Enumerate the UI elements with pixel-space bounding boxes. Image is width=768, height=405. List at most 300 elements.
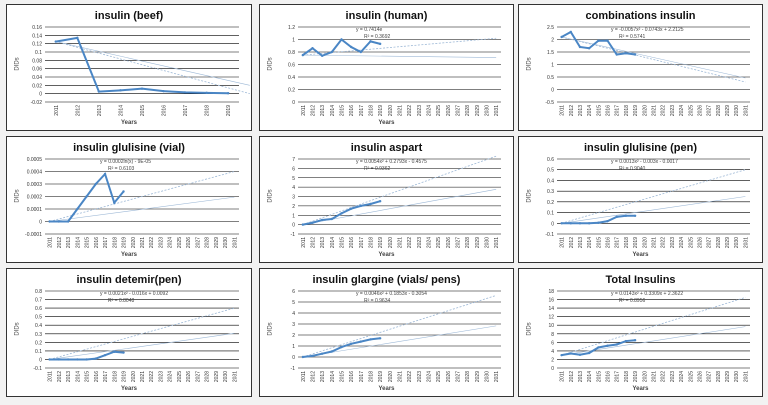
x-tick-label: 2011 [47,237,54,248]
x-tick-label: 2012 [75,105,82,117]
data-point [113,202,115,204]
x-axis-label: Years [632,252,649,258]
y-tick-label: 1 [292,344,295,350]
x-tick-label: 2026 [697,237,704,249]
x-tick-label: 2029 [213,237,220,249]
y-axis-label: DIDs [14,188,21,203]
y-tick-label: 2 [292,203,295,210]
data-point [119,89,121,91]
data-point [67,358,69,360]
y-tick-label: -1 [290,232,295,238]
data-point [634,339,636,341]
x-tick-label: 2021 [140,237,146,249]
chart-plot [260,269,513,396]
x-tick-label: 2027 [455,371,462,383]
data-point [625,215,627,217]
data-point [302,356,304,358]
x-tick-label: 2021 [140,371,146,383]
y-tick-label: 0 [551,366,554,372]
x-tick-label: 2021 [651,371,658,383]
x-axis-label: Years [632,386,649,392]
x-tick-label: 2020 [130,371,137,383]
trend-r-squared: R² = 0.6103 [108,166,135,172]
x-tick-label: 2027 [706,237,713,249]
data-point [48,220,50,222]
y-tick-label: 5 [292,175,295,182]
x-tick-label: 2018 [368,105,375,117]
x-tick-label: 2022 [149,237,156,249]
data-point [360,51,362,53]
y-tick-label: -1 [290,366,295,372]
x-tick-label: 2020 [642,371,649,383]
x-tick-label: 2015 [84,371,91,383]
y-tick-label: 6 [551,340,554,347]
x-tick-label: 2025 [688,105,695,117]
data-point [302,223,304,225]
x-tick-label: 2017 [358,237,365,249]
x-tick-label: 2022 [407,237,414,249]
x-tick-label: 2026 [186,237,193,249]
y-tick-label: 0.7 [35,297,42,304]
trend-equation: y = 0.7414e [356,27,383,33]
chart-title: combinations insulin [585,10,696,22]
x-tick-label: 2012 [310,105,317,117]
y-tick-label: 0.6 [35,306,42,313]
y-tick-label: 4 [551,348,554,355]
y-tick-label: 4 [292,185,295,192]
trendline [562,37,746,78]
y-axis-label: DIDs [267,321,274,336]
x-tick-label: 2017 [614,371,621,383]
x-tick-label: 2027 [706,105,713,117]
x-tick-label: 2019 [378,237,385,249]
y-tick-label: 6 [292,166,295,173]
y-tick-label: -0.1 [545,232,554,238]
data-point [58,358,60,360]
x-tick-label: 2012 [56,371,63,383]
data-point [350,343,352,345]
x-tick-label: 2015 [84,237,91,249]
x-axis-label: Years [378,120,395,126]
data-point [570,222,572,224]
trendline [303,295,496,357]
x-tick-label: 2011 [300,371,307,382]
y-tick-label: 1.2 [288,25,295,31]
data-point [616,216,618,218]
x-tick-label: 2014 [587,237,594,249]
x-tick-label: 2021 [397,237,404,249]
x-tick-label: 2026 [445,105,452,117]
y-tick-label: -0.5 [545,100,554,106]
y-tick-label: 18 [548,289,554,295]
trend-equation: y = -0.0057x² - 0.0743x + 2.2125 [611,27,684,33]
x-tick-label: 2014 [75,237,82,249]
y-tick-label: 0.5 [547,75,554,81]
data-point [579,222,581,224]
x-tick-label: 2017 [358,371,365,383]
x-tick-label: 2012 [568,237,575,249]
trend-r-squared: R² = 0.9634 [364,298,391,304]
chart-title: insulin aspart [350,142,423,154]
y-tick-label: 0.3 [35,331,42,338]
series-line [56,38,228,93]
x-tick-label: 2014 [329,237,336,249]
data-point [360,205,362,207]
x-tick-label: 2015 [339,105,346,117]
x-tick-label: 2022 [660,105,667,117]
data-point [85,358,87,360]
x-tick-label: 2019 [226,105,233,117]
x-tick-label: 2025 [176,237,183,249]
x-tick-label: 2018 [112,371,119,383]
x-tick-label: 2020 [130,237,137,249]
y-tick-label: 0.14 [32,33,42,40]
data-point [350,46,352,48]
x-tick-label: 2015 [339,237,346,249]
x-tick-label: 2016 [605,371,612,383]
data-point [55,40,57,42]
chart-insulin-glulisine-pen [518,136,763,263]
x-tick-label: 2030 [484,105,491,117]
trend-r-squared: R² = 0.5741 [619,34,646,40]
data-point [606,220,608,222]
x-tick-label: 2012 [310,237,317,249]
x-tick-label: 2027 [455,105,462,117]
y-tick-label: 0.1 [35,348,42,355]
x-tick-label: 2013 [320,237,327,249]
y-tick-label: 0 [39,219,42,226]
y-axis-label: DIDs [526,188,533,203]
y-tick-label: 12 [548,314,554,321]
y-tick-label: 0 [551,221,554,228]
data-point [85,195,87,197]
data-point [95,357,97,359]
x-tick-label: 2017 [358,105,365,117]
x-tick-label: 2018 [623,237,630,249]
x-tick-label: 2013 [320,105,327,117]
trend-r-squared: R² = 0.8956 [619,298,646,304]
y-tick-label: 2 [551,37,554,44]
y-tick-label: -0.0001 [25,232,42,238]
y-tick-label: 2.5 [547,25,554,31]
y-axis-label: DIDs [526,56,533,71]
data-point [340,212,342,214]
x-tick-label: 2030 [734,371,741,383]
y-tick-label: 2 [292,333,295,339]
x-tick-label: 2030 [484,371,491,383]
data-point [560,354,562,356]
y-tick-label: 0.12 [32,41,42,48]
x-tick-label: 2020 [387,371,394,383]
chart-title: insulin glulisine (pen) [583,142,698,154]
trendline [56,42,250,94]
data-point [311,222,313,224]
data-point [606,40,608,42]
x-tick-label: 2025 [688,371,695,383]
chart-plot [519,5,762,130]
trendline [56,42,250,86]
x-tick-label: 2030 [484,237,491,249]
data-point [616,343,618,345]
trendline [562,297,746,355]
y-tick-label: 0.2 [547,199,554,206]
y-tick-label: 0.0001 [26,207,42,213]
data-point [369,203,371,205]
data-point [302,54,304,56]
trend-r-squared: R² = 0.9040 [619,166,646,172]
y-tick-label: 0.02 [32,83,42,90]
trendline [303,55,496,57]
y-tick-label: 5 [292,300,295,306]
y-tick-label: 0.08 [32,58,42,65]
x-tick-label: 2021 [651,105,658,117]
x-tick-label: 2026 [697,105,704,117]
x-tick-label: 2026 [445,237,452,249]
x-tick-label: 2029 [474,371,481,383]
y-tick-label: 0.8 [35,289,42,295]
trendline [562,37,746,82]
trend-r-squared: R² = 0.8048 [108,298,135,304]
x-tick-label: 2023 [416,105,423,117]
data-point [162,90,164,92]
trendline [303,156,496,224]
x-tick-label: 2019 [633,105,640,117]
data-point [122,351,124,353]
x-tick-label: 2024 [679,237,686,249]
x-tick-label: 2019 [633,237,640,249]
data-point [379,337,381,339]
data-point [67,220,69,222]
x-tick-label: 2017 [103,371,110,383]
x-tick-label: 2012 [568,105,575,117]
x-tick-label: 2011 [300,237,307,248]
x-tick-label: 2014 [75,371,82,383]
series-line [50,174,124,222]
x-tick-label: 2015 [140,105,146,117]
x-axis-label: Years [378,252,395,258]
data-point [588,222,590,224]
x-tick-label: 2028 [465,371,472,383]
y-tick-label: 0.0005 [26,157,42,163]
x-tick-label: 2018 [623,105,630,117]
data-point [560,222,562,224]
y-tick-label: 0.06 [32,66,42,73]
y-tick-label: 0.4 [35,323,42,330]
x-tick-label: 2031 [494,105,501,117]
data-point [331,218,333,220]
x-tick-label: 2023 [158,371,165,383]
x-tick-label: 2019 [121,371,128,383]
x-tick-label: 2017 [614,105,621,117]
data-point [616,53,618,55]
data-point [340,346,342,348]
y-tick-label: 16 [548,297,554,304]
y-axis-label: DIDs [14,321,21,336]
x-tick-label: 2018 [368,371,375,383]
data-point [597,346,599,348]
chart-title: insulin detemir(pen) [76,274,182,286]
data-point [205,92,207,94]
data-point [321,353,323,355]
data-point [311,47,313,49]
y-tick-label: 0.0004 [26,169,42,176]
x-tick-label: 2016 [605,237,612,249]
y-axis-label: DIDs [267,188,274,203]
chart-insulin-aspart [259,136,514,263]
x-tick-label: 2028 [204,371,211,383]
x-tick-label: 2027 [195,371,202,383]
x-tick-label: 2016 [161,105,168,117]
x-tick-label: 2020 [642,105,649,117]
chart-insulin-glulisine-vial [6,136,252,263]
x-tick-label: 2029 [725,237,732,249]
x-tick-label: 2015 [596,371,603,383]
x-tick-label: 2023 [158,237,165,249]
data-point [579,354,581,356]
data-point [76,37,78,39]
y-tick-label: 1 [551,62,554,69]
y-tick-label: -0.02 [30,100,42,106]
x-tick-label: 2024 [426,105,433,117]
x-tick-label: 2028 [715,371,722,383]
y-tick-label: 0 [292,355,295,361]
x-tick-label: 2014 [329,105,336,117]
x-tick-label: 2030 [223,237,230,249]
data-point [184,91,186,93]
data-point [588,352,590,354]
y-tick-label: 0.5 [547,167,554,174]
x-tick-label: 2016 [349,237,356,249]
data-point [560,36,562,38]
data-point [597,222,599,224]
series-line [303,40,380,56]
x-tick-label: 2017 [103,237,110,249]
data-point [48,358,50,360]
y-tick-label: 3 [292,194,295,201]
data-point [625,52,627,54]
x-tick-label: 2031 [743,105,750,117]
x-tick-label: 2013 [320,371,327,383]
x-tick-label: 2014 [118,105,125,117]
x-tick-label: 2028 [204,237,211,249]
y-axis-label: DIDs [267,56,274,71]
x-tick-label: 2030 [223,371,230,383]
chart-title: insulin glulisine (vial) [73,142,185,154]
y-tick-label: 1 [292,213,295,220]
x-tick-label: 2031 [232,371,239,383]
trendline [562,170,746,224]
data-point [570,352,572,354]
x-tick-label: 2027 [455,237,462,249]
x-tick-label: 2030 [734,237,741,249]
y-tick-label: 3 [292,322,295,328]
x-tick-label: 2013 [66,371,73,383]
x-tick-label: 2015 [596,237,603,249]
x-tick-label: 2031 [494,237,501,249]
x-tick-label: 2027 [195,237,202,249]
x-tick-label: 2025 [436,237,443,249]
data-point [98,90,100,92]
y-tick-label: 10 [548,323,554,330]
data-point [597,40,599,42]
y-axis-label: DIDs [526,321,533,336]
x-tick-label: 2029 [725,105,732,117]
y-tick-label: 1.5 [547,50,554,56]
x-tick-label: 2024 [679,371,686,383]
y-tick-label: 0.2 [35,340,42,347]
data-point [350,207,352,209]
x-tick-label: 2031 [494,371,501,383]
y-tick-label: 1 [292,37,295,44]
x-tick-label: 2029 [474,237,481,249]
x-tick-label: 2016 [349,105,356,117]
y-tick-label: 0.5 [35,314,42,321]
y-tick-label: 0.4 [288,75,295,81]
x-tick-label: 2023 [669,371,676,383]
chart-plot [260,5,513,130]
chart-insulin-human [259,4,514,131]
trend-equation: y = 0.0143x² + 0.3309x + 2.3622 [611,291,684,297]
x-tick-label: 2022 [660,371,667,383]
chart-plot [7,5,251,130]
chart-total-insulins [518,268,763,397]
y-tick-label: 7 [292,157,295,163]
y-tick-label: 0 [551,87,554,94]
x-tick-label: 2024 [167,237,174,249]
y-tick-label: 0.2 [288,87,295,94]
x-tick-label: 2013 [66,237,73,249]
x-tick-label: 2018 [623,371,630,383]
x-tick-label: 2024 [679,105,686,117]
data-point [634,215,636,217]
x-tick-label: 2013 [577,237,584,249]
data-point [104,354,106,356]
data-point [331,350,333,352]
y-tick-label: 0 [39,357,42,364]
x-tick-label: 2029 [213,371,220,383]
data-point [141,87,143,89]
y-tick-label: 0.6 [288,62,295,69]
x-tick-label: 2011 [53,105,60,116]
y-tick-label: 14 [548,306,554,313]
trend-r-squared: R² = 0.3692 [364,34,391,40]
data-point [369,338,371,340]
chart-insulin-glargine [259,268,514,397]
x-tick-label: 2014 [587,105,594,117]
x-axis-label: Years [378,386,395,392]
x-tick-label: 2013 [577,105,584,117]
x-tick-label: 2015 [339,371,346,383]
x-tick-label: 2021 [397,371,404,383]
x-tick-label: 2028 [715,105,722,117]
trendline [50,333,235,359]
chart-combinations-insulin [518,4,763,131]
data-point [634,53,636,55]
x-tick-label: 2011 [300,105,307,116]
x-tick-label: 2018 [368,237,375,249]
x-tick-label: 2022 [149,371,156,383]
x-tick-label: 2025 [436,371,443,383]
x-tick-label: 2019 [378,104,385,117]
x-tick-label: 2011 [559,105,566,116]
x-tick-label: 2013 [577,371,584,383]
x-tick-label: 2021 [397,105,404,117]
chart-plot [260,137,513,262]
x-tick-label: 2028 [465,237,472,249]
chart-title: insulin glargine (vials/ pens) [312,274,461,286]
x-tick-label: 2028 [465,105,472,117]
x-axis-label: Years [120,120,138,126]
